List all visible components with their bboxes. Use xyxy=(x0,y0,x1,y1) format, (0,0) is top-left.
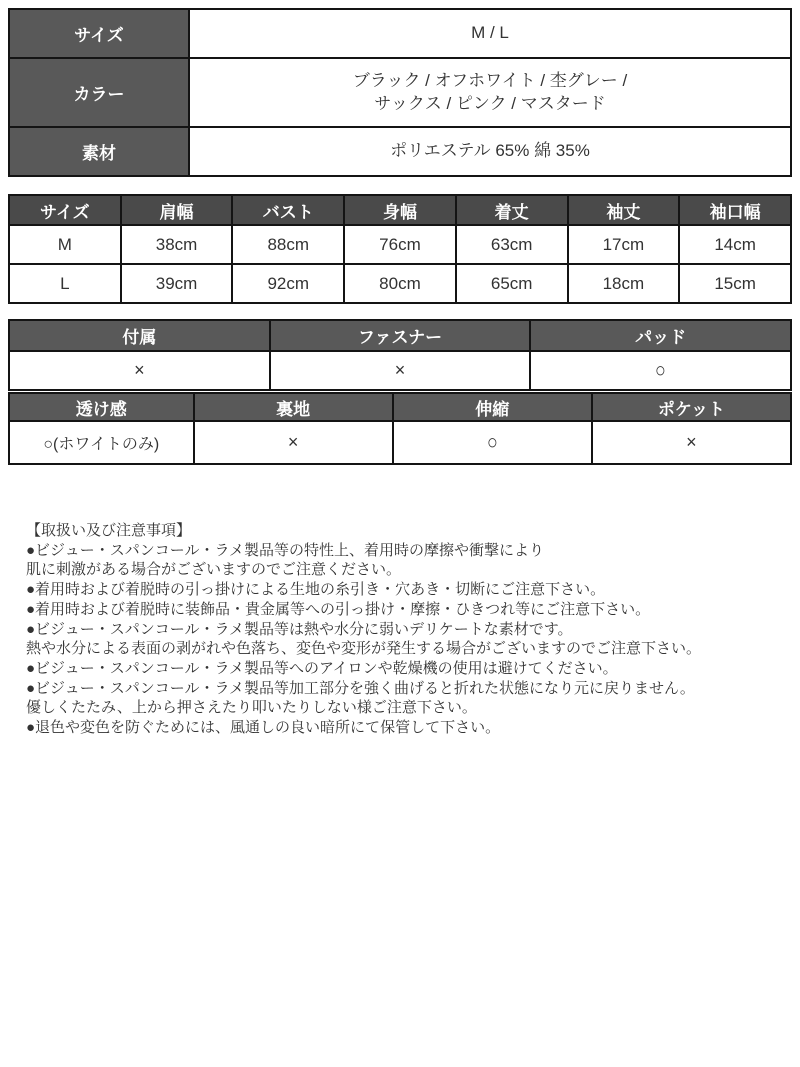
cell-pocket: × xyxy=(592,421,791,464)
cell-m-bust: 88cm xyxy=(232,225,344,264)
measurement-header-row xyxy=(9,195,791,225)
cell-m-bodywidth: 76cm xyxy=(344,225,456,264)
feature1-value-row xyxy=(9,351,791,390)
col-header-shoulder: 肩幅 xyxy=(121,195,233,225)
cell-l-sleevelength: 18cm xyxy=(568,264,680,303)
cell-zipper: × xyxy=(270,351,531,390)
col-header-accessory: 付属 xyxy=(9,320,270,351)
col-header-sheerness: 透け感 xyxy=(9,393,194,421)
cell-stretch xyxy=(393,421,592,464)
col-header-length: 着丈 xyxy=(456,195,568,225)
spec-label-size: サイズ xyxy=(9,9,189,58)
handling-note-line: ●退色や変色を防ぐためには、風通しの良い暗所にて保管して下さい。 xyxy=(26,719,501,737)
cell-sheerness: ○(ホワイトのみ) xyxy=(9,421,194,464)
handling-note-line: ●ビジュー・スパンコール・ラメ製品等は熱や水分に弱いデリケートな素材です。 xyxy=(26,620,573,638)
circle-mark: ○ xyxy=(655,358,667,382)
col-header-bodywidth: 身幅 xyxy=(344,195,456,225)
spec-value-size: M / L xyxy=(189,9,791,58)
cell-l-shoulder: 39cm xyxy=(121,264,233,303)
handling-note-line: 肌に刺激がある場合がございますのでご注意ください。 xyxy=(26,561,402,579)
cell-m-size: M xyxy=(9,225,121,264)
spec-row-fabric xyxy=(9,127,791,176)
spec-row-color xyxy=(9,58,791,127)
measurement-row-l xyxy=(9,264,791,303)
cell-l-length: 65cm xyxy=(456,264,568,303)
spec-row-size xyxy=(9,9,791,58)
col-header-bust: バスト xyxy=(232,195,344,225)
circle-mark: ○ xyxy=(486,430,498,454)
cell-m-sleevelength: 17cm xyxy=(568,225,680,264)
spec-value-fabric: ポリエステル 65% 綿 35% xyxy=(189,127,791,176)
col-header-pad: パッド xyxy=(530,320,791,351)
measurement-table xyxy=(8,194,792,304)
cell-l-cuffwidth: 15cm xyxy=(679,264,791,303)
cell-l-bust: 92cm xyxy=(232,264,344,303)
handling-note-line: ●ビジュー・スパンコール・ラメ製品等へのアイロンや乾燥機の使用は避けてください。 xyxy=(26,659,618,677)
feature-table-2 xyxy=(8,392,792,465)
col-header-sleevelength: 袖丈 xyxy=(568,195,680,225)
cell-lining: × xyxy=(194,421,393,464)
color-list-line1: ブラック / オフホワイト / 杢グレー / xyxy=(352,70,628,90)
feature2-value-row xyxy=(9,421,791,464)
col-header-stretch: 伸縮 xyxy=(393,393,592,421)
handling-note-line: 熱や水分による表面の剥がれや色落ち、変色や変形が発生する場合がございますのでご注意下さい。 xyxy=(26,640,702,658)
cell-l-size: L xyxy=(9,264,121,303)
cell-m-length: 63cm xyxy=(456,225,568,264)
col-header-cuffwidth: 袖口幅 xyxy=(679,195,791,225)
spec-value-color xyxy=(189,58,791,127)
handling-note-line: ●着用時および着脱時の引っ掛けによる生地の糸引き・穴あき・切断にご注意下さい。 xyxy=(26,581,606,599)
spec-table xyxy=(8,8,792,177)
cell-accessory: × xyxy=(9,351,270,390)
handling-note-line: ●ビジュー・スパンコール・ラメ製品等の特性上、着用時の摩擦や衝撃により xyxy=(26,541,545,559)
handling-notes-title: 【取扱い及び注意事項】 xyxy=(26,522,192,539)
cell-m-shoulder: 38cm xyxy=(121,225,233,264)
col-header-lining: 裏地 xyxy=(194,393,393,421)
col-header-zipper: ファスナー xyxy=(270,320,531,351)
feature2-header-row xyxy=(9,393,791,421)
cell-pad xyxy=(530,351,791,390)
handling-note-line: ●ビジュー・スパンコール・ラメ製品等加工部分を強く曲げると折れた状態になり元に戻りません。 xyxy=(26,679,695,697)
color-list-line2: サックス / ピンク / マスタード xyxy=(374,93,606,113)
handling-note-line: ●着用時および着脱時に装飾品・貴金属等への引っ掛け・摩擦・ひきつれ等にご注意下さい。 xyxy=(26,600,651,618)
spec-label-fabric: 素材 xyxy=(9,127,189,176)
cell-m-cuffwidth: 14cm xyxy=(679,225,791,264)
feature-table-1 xyxy=(8,319,792,391)
col-header-size: サイズ xyxy=(9,195,121,225)
cell-l-bodywidth: 80cm xyxy=(344,264,456,303)
feature1-header-row xyxy=(9,320,791,351)
spec-label-color: カラー xyxy=(9,58,189,127)
handling-note-line: 優しくたたみ、上から押さえたり叩いたりしない様ご注意下さい。 xyxy=(26,699,477,717)
col-header-pocket: ポケット xyxy=(592,393,791,421)
handling-notes xyxy=(8,521,792,738)
measurement-row-m xyxy=(9,225,791,264)
